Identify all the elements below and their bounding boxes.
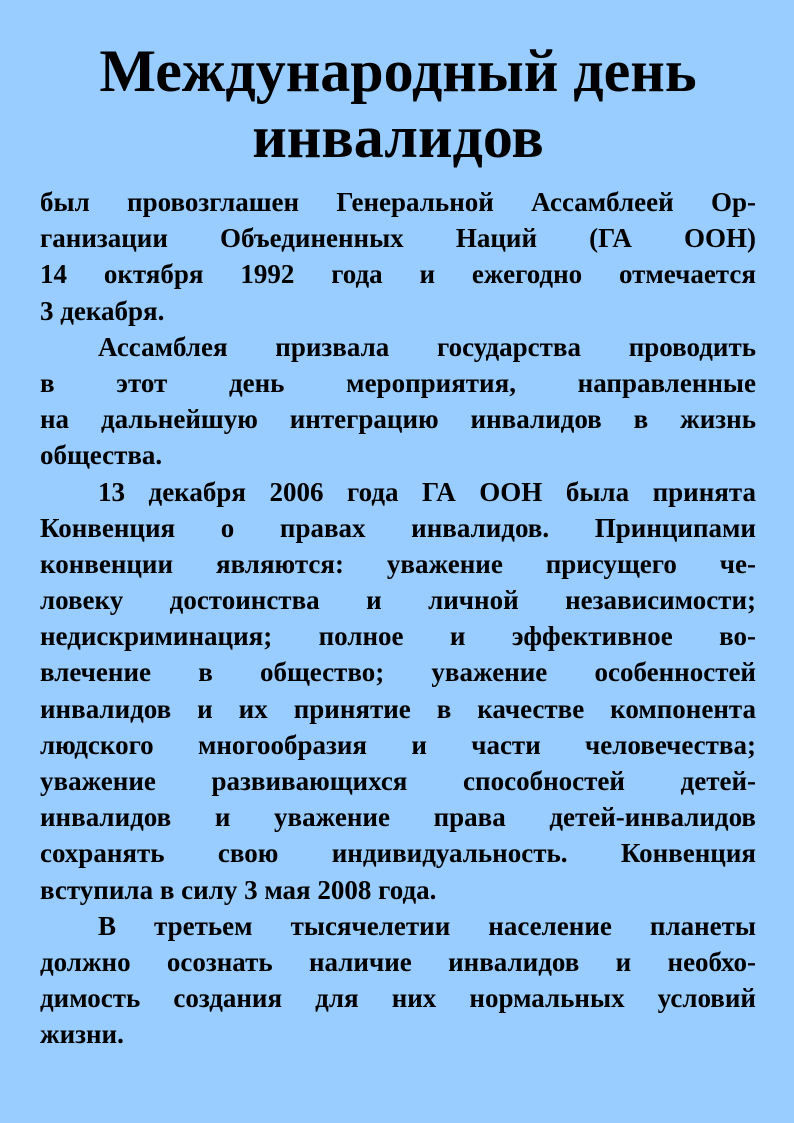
text-line: 3 декабря. bbox=[40, 295, 165, 326]
text-line: 14 октября 1992 года и ежегодно отмечается bbox=[40, 259, 756, 290]
text-line: ловеку достоинства и личной независимости; bbox=[40, 585, 756, 616]
text-line: недискриминация; полное и эффективное во- bbox=[40, 621, 756, 652]
text-line: должно осознать наличие инвалидов и необхо- bbox=[40, 946, 756, 977]
text-line: был провозглашен Генеральной Ассамблеей Ор- bbox=[40, 187, 756, 217]
text-line: Ассамблея призвала государства проводить bbox=[98, 331, 756, 362]
text-line: вступила в силу 3 мая 2008 года. bbox=[40, 874, 437, 905]
title-line-2: инвалидов bbox=[252, 104, 544, 170]
text-line: конвенции являются: уважение присущего че- bbox=[40, 548, 756, 579]
text-line: ганизации Объединенных Наций (ГА ООН) bbox=[40, 223, 756, 254]
text-line: жизни. bbox=[40, 1019, 124, 1050]
text-line: инвалидов и их принятие в качестве компонента bbox=[40, 693, 756, 724]
page-title bbox=[40, 38, 756, 170]
text-line: 13 декабря 2006 года ГА ООН была принята bbox=[98, 476, 756, 507]
text-line: людского многообразия и части человечества; bbox=[40, 729, 756, 760]
text-line: влечение в общество; уважение особенностей bbox=[40, 657, 756, 688]
body-text bbox=[40, 184, 756, 1053]
text-line: В третьем тысячелетии население планеты bbox=[98, 910, 756, 941]
paragraph-3 bbox=[40, 474, 756, 908]
paragraph-2 bbox=[40, 329, 756, 474]
title-line-1: Международный день bbox=[99, 38, 697, 104]
text-line: инвалидов и уважение права детей-инвалидов bbox=[40, 802, 756, 833]
text-line: в этот день мероприятия, направленные bbox=[40, 367, 756, 398]
text-line: на дальнейшую интеграцию инвалидов в жизнь bbox=[40, 404, 756, 435]
text-line: общества. bbox=[40, 440, 163, 471]
text-line: сохранять свою индивидуальность. Конвенция bbox=[40, 838, 756, 869]
text-line: Конвенция о правах инвалидов. Принципами bbox=[40, 512, 756, 543]
text-line: уважение развивающихся способностей детей- bbox=[40, 766, 756, 796]
paragraph-4 bbox=[40, 908, 756, 1053]
paragraph-1 bbox=[40, 184, 756, 329]
text-line: димость создания для них нормальных условий bbox=[40, 983, 756, 1014]
